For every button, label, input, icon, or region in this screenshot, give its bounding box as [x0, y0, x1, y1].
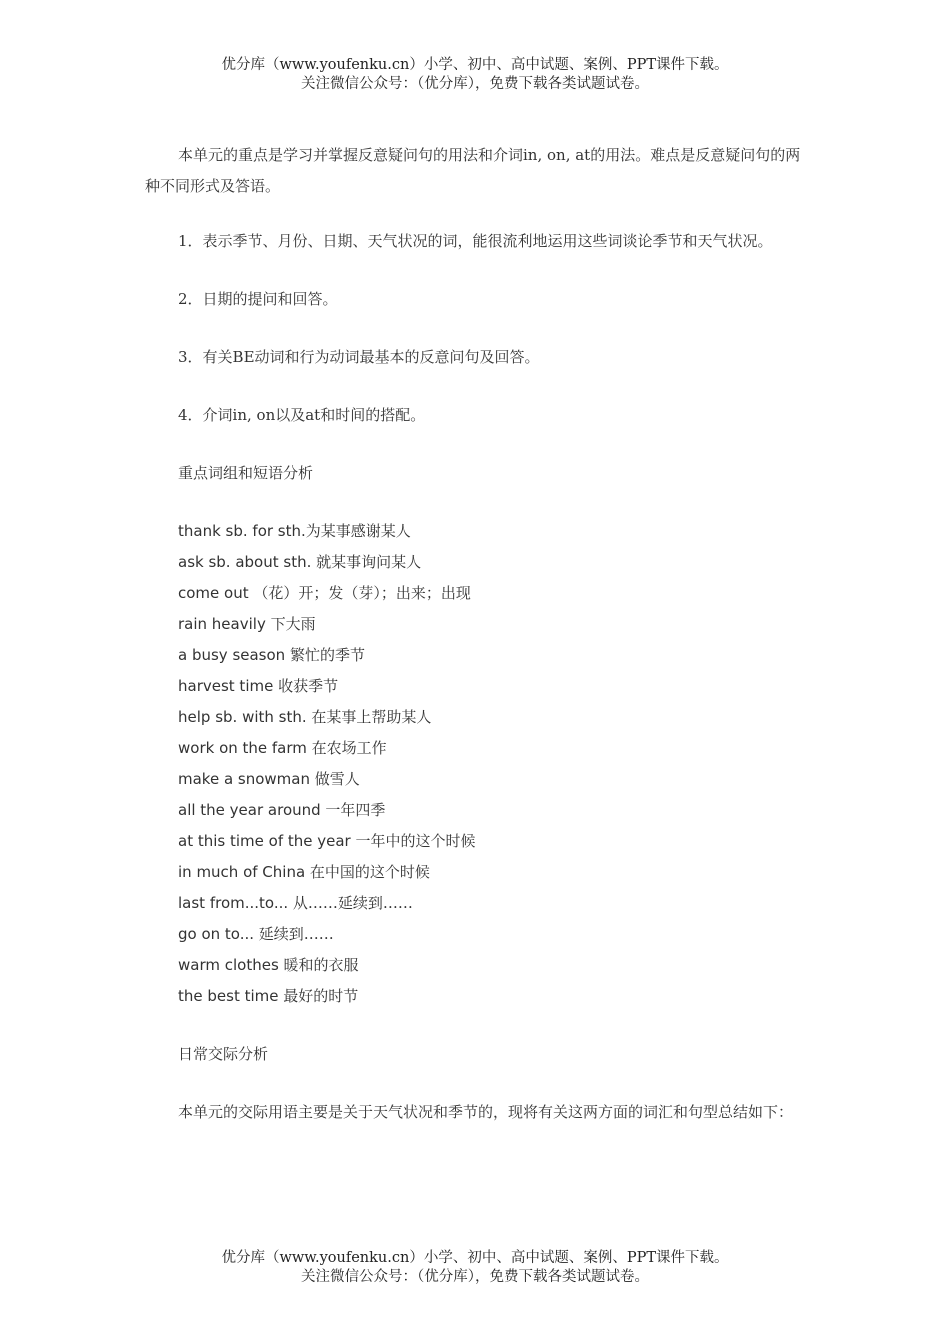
- document-body: [145, 140, 805, 1128]
- phrase-item: [145, 764, 805, 795]
- phrase-english: last from...to...: [178, 894, 289, 912]
- phrase-item: [145, 516, 805, 547]
- phrase-item: [145, 547, 805, 578]
- phrase-item: [145, 578, 805, 609]
- phrase-english: work on the farm: [178, 739, 307, 757]
- phrase-list: [145, 516, 805, 1012]
- page-footer: [0, 1249, 950, 1287]
- phrase-chinese: 一年中的这个时候: [350, 832, 476, 850]
- point-4: 4．介词in, on以及at和时间的搭配。: [178, 406, 426, 424]
- phrase-english: make a snowman: [178, 770, 310, 788]
- phrase-item: [145, 826, 805, 857]
- footer-line-1: 优分库（www.youfenku.cn）小学、初中、高中试题、案例、PPT课件下载。: [221, 1250, 729, 1266]
- phrase-chinese: 下大雨: [265, 615, 316, 633]
- phrase-english: the best time: [178, 987, 279, 1005]
- phrase-english: all the year around: [178, 801, 321, 819]
- phrase-english: thank sb. for sth.: [178, 522, 306, 540]
- phrase-item: [145, 609, 805, 640]
- phrase-chinese: 在农场工作: [306, 739, 387, 757]
- communication-paragraph: 本单元的交际用语主要是关于天气状况和季节的，现将有关这两方面的词汇和句型总结如下：: [178, 1103, 794, 1121]
- phrase-english: a busy season: [178, 646, 286, 664]
- phrase-item: [145, 919, 805, 950]
- phrase-english: rain heavily: [178, 615, 266, 633]
- phrase-item: [145, 702, 805, 733]
- phrase-chinese: 收获季节: [273, 677, 339, 695]
- header-line-1: 优分库（www.youfenku.cn）小学、初中、高中试题、案例、PPT课件下载。: [221, 57, 729, 73]
- phrase-chinese: 就某事询问某人: [311, 553, 422, 571]
- phrase-chinese: 繁忙的季节: [285, 646, 365, 664]
- phrase-english: help sb. with sth.: [178, 708, 307, 726]
- phrase-chinese: 从……延续到……: [288, 894, 413, 912]
- phrase-english: at this time of the year: [178, 832, 351, 850]
- phrase-item: [145, 733, 805, 764]
- phrase-item: [145, 981, 805, 1012]
- phrase-item: [145, 888, 805, 919]
- phrase-english: in much of China: [178, 863, 306, 881]
- intro-paragraph: 本单元的重点是学习并掌握反意疑问句的用法和介词in, on, at的用法。难点是反意疑问句的两种不同形式及答语。: [145, 146, 801, 195]
- phrase-chinese: 在某事上帮助某人: [306, 708, 432, 726]
- phrase-english: harvest time: [178, 677, 274, 695]
- footer-line-2: 关注微信公众号：（优分库），免费下载各类试题试卷。: [301, 1269, 649, 1285]
- phrase-english: come out: [178, 584, 249, 602]
- phrase-chinese: 暖和的衣服: [278, 956, 359, 974]
- phrase-chinese: （花）开；发（芽）；出来；出现: [248, 584, 471, 602]
- phrase-item: [145, 671, 805, 702]
- point-2: 2．日期的提问和回答。: [178, 290, 338, 308]
- phrase-item: [145, 950, 805, 981]
- phrase-chinese: 做雪人: [310, 770, 360, 788]
- phrase-chinese: 在中国的这个时候: [305, 863, 430, 881]
- phrase-item: [145, 640, 805, 671]
- phrase-chinese: 延续到……: [254, 925, 334, 943]
- phrases-heading: 重点词组和短语分析: [178, 464, 314, 482]
- phrase-chinese: 为某事感谢某人: [305, 522, 411, 540]
- phrase-english: warm clothes: [178, 956, 279, 974]
- phrase-chinese: 最好的时节: [278, 987, 359, 1005]
- phrase-item: [145, 857, 805, 888]
- phrase-chinese: 一年四季: [320, 801, 386, 819]
- phrase-item: [145, 795, 805, 826]
- point-1: 1．表示季节、月份、日期、天气状况的词，能很流利地运用这些词谈论季节和天气状况。: [178, 232, 773, 250]
- point-3: 3．有关BE动词和行为动词最基本的反意问句及回答。: [178, 348, 540, 366]
- page-header: [0, 56, 950, 94]
- communication-heading: 日常交际分析: [178, 1045, 269, 1063]
- header-line-2: 关注微信公众号：（优分库），免费下载各类试题试卷。: [301, 76, 649, 92]
- phrase-english: ask sb. about sth.: [178, 553, 312, 571]
- phrase-english: go on to...: [178, 925, 255, 943]
